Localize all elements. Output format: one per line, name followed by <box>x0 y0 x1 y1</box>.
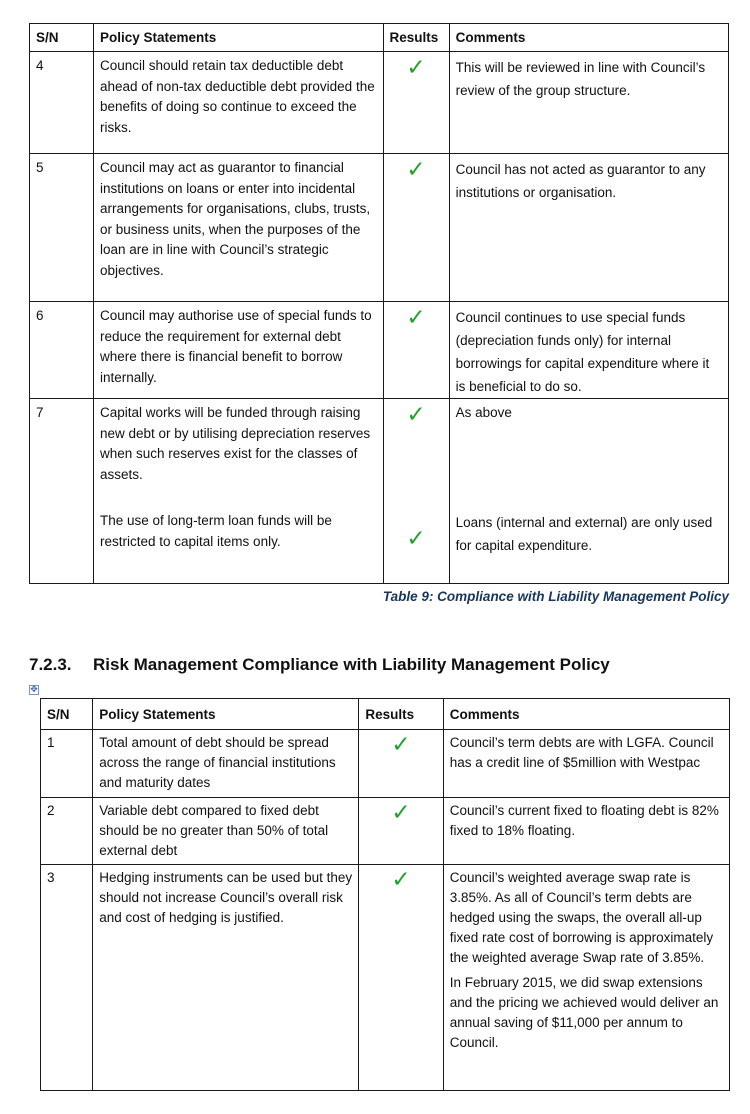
table-header-row <box>30 24 729 52</box>
row-sn: 3 <box>41 865 93 1091</box>
checkmark-icon: ✓ <box>406 157 426 183</box>
row-result <box>383 399 449 584</box>
row-policy: Council may act as guarantor to financial institutions on loans or enter into incidental arrangements for organisations, clubs, trusts, or business units, when the purposes of the loan are in line with Council’s strategic objectives. <box>94 154 384 302</box>
row-comment: Council continues to use special funds (depreciation funds only) for internal borrowings for capital expenditure where it is beneficial to do so. <box>449 302 728 399</box>
row-policy: Total amount of debt should be spread across the range of financial institutions and maturity dates <box>93 730 359 798</box>
checkmark-icon: ✓ <box>406 526 426 552</box>
checkmark-icon: ✓ <box>406 305 426 331</box>
row-policy: Variable debt compared to fixed debt should be no greater than 50% of total external debt <box>93 798 359 865</box>
table-row <box>30 52 729 154</box>
row-result <box>383 52 449 154</box>
row-policy <box>94 399 384 584</box>
risk-compliance-table <box>40 698 730 1091</box>
header-policy: Policy Statements <box>93 699 359 730</box>
comment-part-a: As above <box>455 405 512 420</box>
header-results: Results <box>359 699 443 730</box>
compliance-table <box>29 23 729 584</box>
comment-part-b: In February 2015, we did swap extensions and the pricing we achieved would deliver an annual saving of $11,000 per annum to Council. <box>449 975 719 1050</box>
row-comment: This will be reviewed in line with Council’s review of the group structure. <box>449 52 728 154</box>
header-comments: Comments <box>449 24 728 52</box>
row-comment <box>449 399 728 584</box>
checkmark-icon: ✓ <box>391 800 411 826</box>
row-sn: 6 <box>30 302 94 399</box>
header-comments: Comments <box>443 699 729 730</box>
header-sn: S/N <box>41 699 93 730</box>
table-caption: Table 9: Compliance with Liability Management Policy <box>382 589 729 604</box>
row-result <box>359 865 443 1091</box>
row-comment: Council has not acted as guarantor to any institutions or organisation. <box>449 154 728 302</box>
row-sn: 2 <box>41 798 93 865</box>
header-policy: Policy Statements <box>94 24 384 52</box>
table-row <box>30 302 729 399</box>
section-title: Risk Management Compliance with Liability Management Policy <box>93 655 610 674</box>
table-row <box>41 798 730 865</box>
policy-part-b: The use of long-term loan funds will be restricted to capital items only. <box>100 513 332 549</box>
comment-part-a: Council’s weighted average swap rate is 3.85%. As all of Council’s term debts are hedged using the swaps, the overall all-up fixed rate cost of borrowing is approximately the weighted average Swap rate of 3.85%. <box>449 870 714 965</box>
section-number: 7.2.3. <box>29 655 72 674</box>
table-row <box>30 399 729 584</box>
table-row <box>41 730 730 798</box>
row-result <box>359 798 443 865</box>
row-result <box>383 154 449 302</box>
row-comment: Council’s current fixed to floating debt is 82% fixed to 18% floating. <box>443 798 729 865</box>
row-comment: Council’s term debts are with LGFA. Council has a credit line of $5million with Westpac <box>443 730 729 798</box>
checkmark-icon: ✓ <box>391 867 411 893</box>
row-policy: Council should retain tax deductible debt ahead of non-tax deductible debt provided the benefits of doing so continue to exceed the risks. <box>94 52 384 154</box>
comment-part-b: Loans (internal and external) are only used for capital expenditure. <box>455 515 713 553</box>
table-row <box>41 865 730 1091</box>
row-comment <box>443 865 729 1091</box>
row-policy: Council may authorise use of special funds to reduce the requirement for external debt where there is financial benefit to borrow internally. <box>94 302 384 399</box>
row-policy: Hedging instruments can be used but they should not increase Council’s overall risk and cost of hedging is justified. <box>93 865 359 1091</box>
section-heading <box>29 655 610 675</box>
checkmark-icon: ✓ <box>406 402 426 428</box>
checkmark-icon: ✓ <box>406 55 426 81</box>
header-results: Results <box>383 24 449 52</box>
row-result <box>359 730 443 798</box>
row-sn: 1 <box>41 730 93 798</box>
table-move-handle-icon[interactable]: ✥ <box>30 685 38 695</box>
checkmark-icon: ✓ <box>391 732 411 758</box>
row-sn: 7 <box>30 399 94 584</box>
table-row <box>30 154 729 302</box>
row-result <box>383 302 449 399</box>
row-sn: 4 <box>30 52 94 154</box>
row-sn: 5 <box>30 154 94 302</box>
table-header-row <box>41 699 730 730</box>
policy-part-a: Capital works will be funded through raising new debt or by utilising depreciation reserves when such reserves exist for the classes of assets. <box>100 405 371 482</box>
header-sn: S/N <box>30 24 94 52</box>
